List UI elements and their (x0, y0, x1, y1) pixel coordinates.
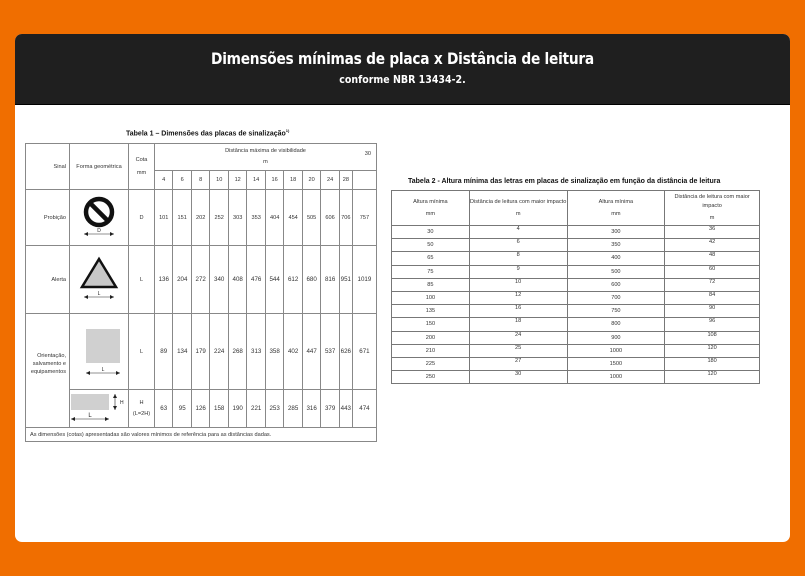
cell-value: 50 (427, 242, 434, 249)
cell-value: 42 (709, 239, 716, 246)
value-cell: 606 (321, 190, 339, 246)
table-row-proibicao (26, 190, 377, 246)
table2-cell (567, 252, 665, 265)
svg-text:L: L (97, 290, 101, 297)
svg-text:L: L (101, 366, 105, 373)
table2-cell (469, 318, 567, 331)
cell-value: 75 (427, 268, 434, 275)
header-label: Distância de leitura com maior impacto (674, 194, 750, 209)
value-cell: 443 (339, 390, 352, 428)
cell-value: 225 (425, 360, 436, 367)
header-cota (129, 144, 155, 190)
table2-cell (469, 331, 567, 344)
value-cell: 268 (228, 314, 246, 390)
table2-cell (567, 331, 665, 344)
table2-cell (567, 239, 665, 252)
cell-value: 30 (427, 229, 434, 236)
header-cota-unit: mm (136, 169, 147, 176)
row-cota-h: H (139, 399, 144, 406)
value-cell: 179 (191, 314, 209, 390)
cell-value: 25 (515, 344, 522, 351)
table2-header-cell (567, 191, 665, 226)
table-row (392, 226, 760, 239)
header-distancia-unit: m (263, 159, 268, 165)
value-cell: 272 (191, 246, 209, 314)
table2-cell (665, 239, 760, 252)
row-sinal: Probição (26, 190, 70, 246)
cell-value: 65 (427, 255, 434, 262)
table2-cell (392, 252, 470, 265)
header-cota-label: Cota (135, 156, 148, 163)
header-label: Altura mínima (413, 198, 448, 205)
header-unit: mm (425, 210, 436, 217)
cell-value: 900 (611, 334, 621, 341)
table2-cell (469, 226, 567, 239)
table2-cell (567, 291, 665, 304)
value-cell: 447 (302, 314, 320, 390)
value-cell: 134 (173, 314, 191, 390)
table1-footnote-row (26, 428, 377, 442)
cell-value: 84 (709, 292, 716, 299)
table-row (392, 265, 760, 278)
value-cell: 151 (173, 190, 191, 246)
value-cell: 63 (155, 390, 173, 428)
header-label: Altura mínima (598, 198, 634, 205)
distance-header-cell: 4 (155, 171, 173, 190)
table2-header-cell (665, 191, 760, 226)
cell-value: 100 (425, 295, 436, 302)
table-row (392, 371, 760, 384)
cell-value: 500 (611, 268, 621, 275)
cell-value: 800 (611, 321, 621, 328)
value-cell: 757 (352, 190, 376, 246)
table2-header-cell (392, 191, 470, 226)
table2-cell (567, 278, 665, 291)
header-sinal: Sinal (26, 144, 70, 190)
table1-sign-dimensions (25, 143, 377, 442)
cell-value: 16 (515, 305, 522, 312)
value-cell: 379 (321, 390, 339, 428)
table2-cell (469, 344, 567, 357)
cell-value: 300 (611, 229, 621, 236)
cell-value: 6 (516, 239, 520, 246)
header-label: Distância de leitura com maior impacto (469, 198, 567, 205)
value-cell: 340 (210, 246, 228, 314)
value-cell: 454 (284, 190, 302, 246)
table1-caption (126, 128, 289, 137)
square-sign-icon (70, 314, 129, 390)
cell-value: 600 (611, 281, 621, 288)
svg-text:H: H (120, 399, 124, 406)
table-row (392, 278, 760, 291)
distance-header-cell: 12 (228, 171, 246, 190)
table2-header-row (392, 191, 760, 226)
row-cota: D (129, 190, 155, 246)
cell-value: 250 (425, 374, 436, 381)
row-cota: L (129, 314, 155, 390)
distance-header-cell: 8 (191, 171, 209, 190)
row-cota: L (129, 246, 155, 314)
distance-header-cell: 6 (173, 171, 191, 190)
cell-value: 27 (515, 357, 522, 364)
value-cell: 158 (210, 390, 228, 428)
cell-value: 4 (516, 226, 520, 233)
table2-cell (469, 265, 567, 278)
page-subtitle: conforme NBR 13434-2. (339, 73, 466, 86)
table1-footnote: As dimensões (cotas) apresentadas são valores mínimos de referência para as distâncias dadas. (26, 428, 377, 442)
table2-cell (392, 371, 470, 384)
table2-cell (392, 226, 470, 239)
cell-value: 60 (709, 265, 716, 272)
header-unit: m (709, 215, 715, 221)
value-cell: 313 (247, 314, 265, 390)
value-cell: 544 (265, 246, 283, 314)
value-cell: 816 (321, 246, 339, 314)
table-row (392, 357, 760, 370)
value-cell: 353 (247, 190, 265, 246)
table2-cell (392, 331, 470, 344)
table2-cell (392, 344, 470, 357)
distance-header-cell: 16 (265, 171, 283, 190)
value-cell: 126 (191, 390, 209, 428)
cell-value: 36 (709, 226, 716, 233)
value-cell: 476 (247, 246, 265, 314)
value-cell: 404 (265, 190, 283, 246)
cell-value: 96 (709, 318, 716, 325)
table2-cell (469, 291, 567, 304)
value-cell: 951 (339, 246, 352, 314)
value-cell: 202 (191, 190, 209, 246)
header-extra-30: 30 (364, 151, 371, 157)
value-cell: 316 (302, 390, 320, 428)
table-row-orientacao-quadrado (26, 314, 377, 390)
value-cell: 95 (173, 390, 191, 428)
value-cell: 505 (302, 190, 320, 246)
table2-cell (392, 239, 470, 252)
page-title: Dimensões mínimas de placa x Distância de leitura (211, 49, 594, 68)
table2-cell (469, 239, 567, 252)
table2-cell (392, 357, 470, 370)
cell-value: 120 (707, 344, 717, 351)
table-row-alerta (26, 246, 377, 314)
value-cell: 402 (284, 314, 302, 390)
cell-value: 108 (707, 331, 717, 338)
table2-cell (567, 357, 665, 370)
table2-cell (392, 305, 470, 318)
cell-value: 12 (515, 292, 522, 299)
header-unit: mm (611, 210, 621, 217)
table-row (392, 331, 760, 344)
cell-value: 85 (427, 281, 434, 288)
cell-value: 180 (707, 357, 717, 364)
cell-value: 200 (425, 334, 436, 341)
cell-value: 1000 (609, 374, 623, 381)
header-unit: m (515, 210, 521, 217)
table2-cell (665, 291, 760, 304)
distance-header-cell: 18 (284, 171, 302, 190)
table1-caption-sup: 1) (285, 128, 290, 133)
table2-cell (469, 278, 567, 291)
cell-value: 8 (516, 252, 520, 259)
distance-header-cell: 10 (210, 171, 228, 190)
cell-value: 48 (709, 252, 716, 259)
table2-cell (665, 331, 760, 344)
value-cell: 408 (228, 246, 246, 314)
table2-cell (665, 226, 760, 239)
page-header (15, 34, 790, 105)
cell-value: 1500 (609, 360, 623, 367)
table2-cell (567, 344, 665, 357)
cell-value: 400 (611, 255, 621, 262)
svg-text:D: D (97, 227, 101, 234)
value-cell: 706 (339, 190, 352, 246)
cell-value: 9 (516, 265, 520, 272)
warning-triangle-icon (70, 246, 129, 314)
cell-value: 24 (515, 331, 522, 338)
value-cell: 136 (155, 246, 173, 314)
table2-cell (665, 252, 760, 265)
cell-value: 150 (425, 321, 436, 328)
table2-cell (567, 318, 665, 331)
value-cell: 221 (247, 390, 265, 428)
value-cell: 252 (210, 190, 228, 246)
value-cell: 253 (265, 390, 283, 428)
table2-header-cell (469, 191, 567, 226)
table2-cell (665, 278, 760, 291)
table-row (392, 239, 760, 252)
cell-value: 120 (707, 371, 717, 378)
value-cell: 285 (284, 390, 302, 428)
table2-cell (665, 357, 760, 370)
table-row-orientacao-retangulo (26, 390, 377, 428)
table2-caption: Tabela 2 - Altura mínima das letras em placas de sinalização em função da distância de leitura (408, 178, 721, 185)
value-cell: 101 (155, 190, 173, 246)
table2-cell (567, 371, 665, 384)
svg-text:L: L (88, 412, 92, 419)
row-sinal: Orientação, salvamento e equipamentos (26, 314, 70, 428)
value-cell: 358 (265, 314, 283, 390)
table-row (392, 318, 760, 331)
table2-cell (567, 305, 665, 318)
prohibition-circle-icon (70, 190, 129, 246)
table-row (392, 252, 760, 265)
table2-cell (665, 344, 760, 357)
value-cell: 89 (155, 314, 173, 390)
cell-value: 30 (515, 371, 522, 378)
cell-value: 350 (611, 242, 621, 249)
cell-value: 18 (515, 318, 522, 325)
value-cell: 1019 (352, 246, 376, 314)
table2-cell (392, 291, 470, 304)
value-cell: 204 (173, 246, 191, 314)
distance-header-cell: 24 (321, 171, 339, 190)
table-row (392, 291, 760, 304)
value-cell: 303 (228, 190, 246, 246)
table2-cell (665, 318, 760, 331)
cell-value: 10 (515, 278, 522, 285)
distance-header-cell: 14 (247, 171, 265, 190)
header-distancia-label: Distância máxima de visibilidade (225, 148, 306, 154)
value-cell: 671 (352, 314, 376, 390)
cell-value: 135 (425, 308, 436, 315)
rectangle-sign-icon (70, 390, 129, 428)
table2-cell (665, 371, 760, 384)
table2-cell (469, 305, 567, 318)
table2-cell (567, 226, 665, 239)
cell-value: 700 (611, 295, 621, 302)
distance-header-cell: 28 (339, 171, 352, 190)
table2-letter-height (391, 190, 760, 384)
row-cota (129, 390, 155, 428)
header-forma: Forma geométrica (70, 144, 129, 190)
table2-cell (469, 357, 567, 370)
value-cell: 680 (302, 246, 320, 314)
cell-value: 1000 (609, 347, 623, 354)
distance-header-cell: 20 (302, 171, 320, 190)
table-row (392, 305, 760, 318)
header-distancia (155, 144, 377, 171)
value-cell: 224 (210, 314, 228, 390)
value-cell: 612 (284, 246, 302, 314)
cell-value: 750 (611, 308, 621, 315)
table2-cell (665, 265, 760, 278)
table2-cell (392, 318, 470, 331)
table2-cell (665, 305, 760, 318)
distance-header-cell (352, 171, 376, 190)
cell-value: 90 (709, 305, 716, 312)
value-cell: 537 (321, 314, 339, 390)
table2-cell (567, 265, 665, 278)
table2-cell (469, 252, 567, 265)
value-cell: 626 (339, 314, 352, 390)
cell-value: 72 (709, 278, 716, 285)
table1-caption-text: Tabela 1 – Dimensões das placas de sinalização (126, 130, 286, 138)
row-sinal: Alerta (26, 246, 70, 314)
value-cell: 474 (352, 390, 376, 428)
row-cota-l2h: (L=2H) (132, 410, 151, 417)
table2-cell (469, 371, 567, 384)
table2-cell (392, 278, 470, 291)
table2-cell (392, 265, 470, 278)
cell-value: 210 (425, 347, 436, 354)
table-row (392, 344, 760, 357)
value-cell: 190 (228, 390, 246, 428)
